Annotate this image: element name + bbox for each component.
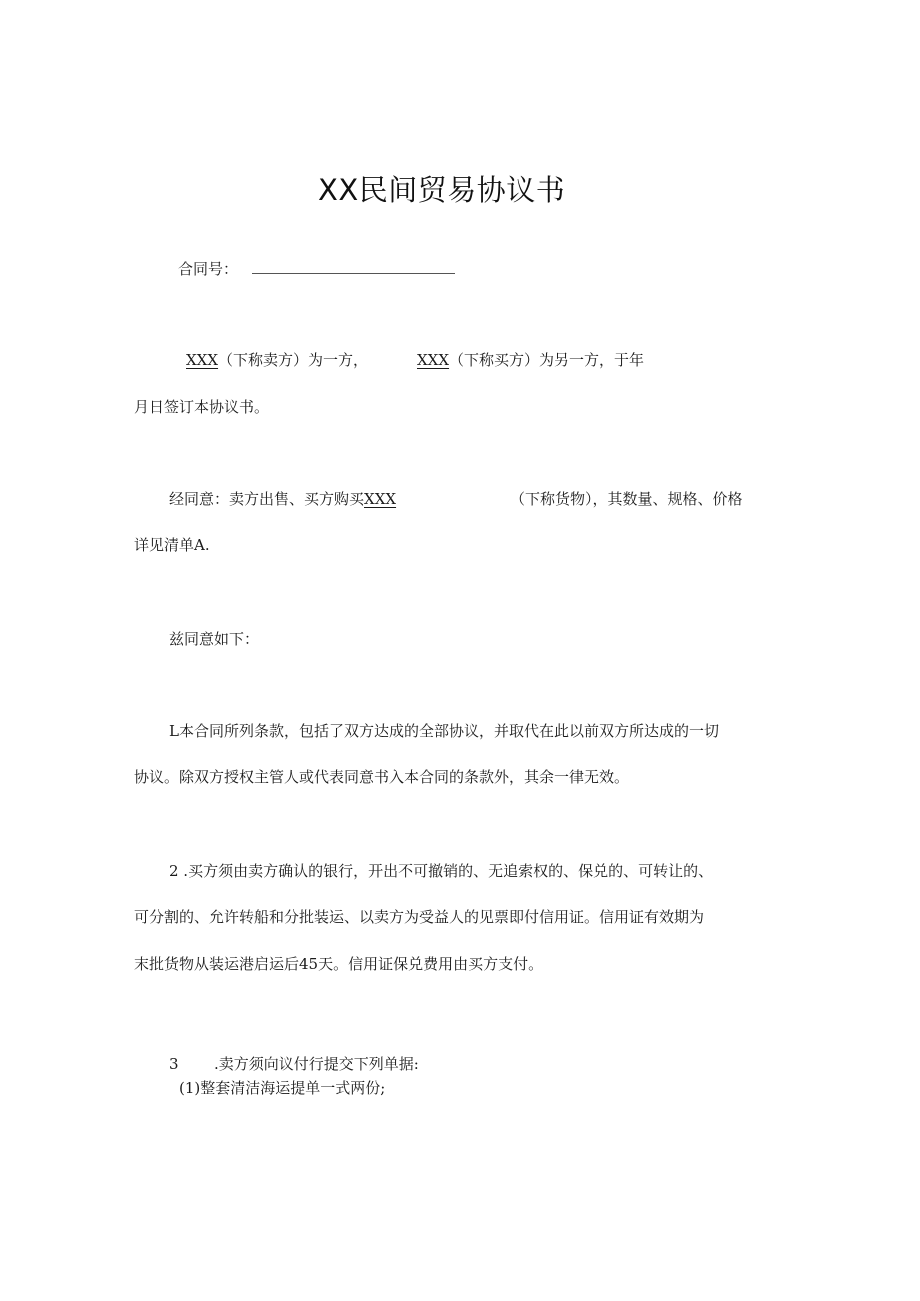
parties-line-2: 月日签订本协议书。 — [134, 398, 270, 416]
clause-2-line-2: 可分割的、允许转船和分批装运、以卖方为受益人的见票即付信用证。信用证有效期为 — [134, 908, 705, 926]
clause-3-number: 3 — [169, 1055, 179, 1073]
clause-3-item-1: (1)整套清洁海运提单一式两份; — [179, 1079, 386, 1097]
agreement-line-2: 详见清单A. — [134, 536, 210, 554]
buyer-text: （下称买方）为另一方，于年 — [449, 351, 645, 369]
seller-text: （下称卖方）为一方， — [218, 351, 369, 369]
parties-line-1 — [186, 353, 368, 368]
clause-2-line-1: 2 .买方须由卖方确认的银行，开出不可撤销的、无追索权的、保兑的、可转让的、 — [169, 862, 714, 880]
clause-3-text: .卖方须向议付行提交下列单据: — [214, 1055, 419, 1073]
contract-number-label: 合同号： — [178, 260, 239, 278]
contract-number-row — [178, 260, 455, 277]
clause-2-line-3: 末批货物从装运港启运后45天。信用证保兑费用由买方支付。 — [134, 955, 544, 973]
parties-line-1-buyer — [417, 353, 644, 368]
buyer-name: XXX — [417, 351, 450, 369]
clause-1-line-1: L本合同所列条款，包括了双方达成的全部协议，并取代在此以前双方所达成的一切 — [169, 722, 719, 740]
agreement-line-1-suffix: （下称货物），其数量、规格、价格 — [510, 490, 743, 508]
seller-name: XXX — [186, 351, 219, 369]
agreement-line-1 — [169, 492, 396, 507]
intro-line: 兹同意如下： — [169, 630, 260, 648]
clause-1-line-2: 协议。除双方授权主管人或代表同意书入本合同的条款外，其余一律无效。 — [134, 768, 630, 786]
agreement-prefix: 经同意：卖方出售、买方购买 — [169, 490, 365, 508]
goods-name: XXX — [364, 490, 397, 508]
contract-number-blank — [252, 260, 455, 274]
document-title: XX民间贸易协议书 — [318, 173, 566, 207]
